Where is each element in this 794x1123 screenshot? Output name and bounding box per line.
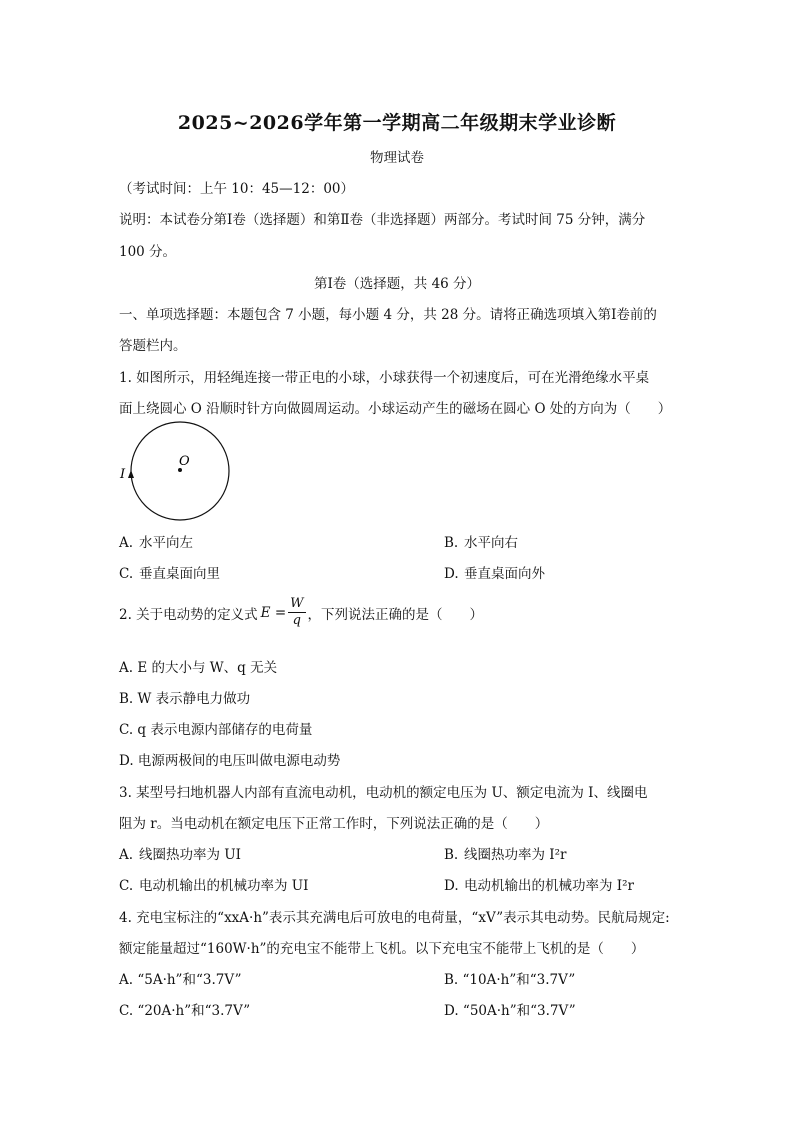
option-text: 水平向左 — [139, 535, 193, 551]
option-text: 垂直桌面向外 — [464, 566, 545, 582]
q2-option-b[interactable]: B. W 表示静电力做功 — [119, 691, 251, 707]
q2-fraction — [288, 596, 305, 629]
option-label: D. — [444, 878, 459, 894]
q2-prefix: 2. 关于电动势的定义式 — [119, 606, 258, 623]
option-label: D. — [444, 566, 459, 582]
exam-note-line1: 说明：本试卷分第Ⅰ卷（选择题）和第Ⅱ卷（非选择题）两部分。考试时间 75 分钟，满分 — [119, 212, 646, 228]
q1-circle-figure — [110, 420, 240, 525]
q2-option-a[interactable]: A. E 的大小与 W、q 无关 — [119, 660, 278, 676]
option-label: A. — [119, 535, 134, 551]
center-label: O — [179, 454, 190, 469]
q1-stem-line1: 1. 如图所示，用轻绳连接一带正电的小球，小球获得一个初速度后，可在光滑绝缘水平桌 — [119, 370, 650, 386]
q3-option-a[interactable] — [119, 843, 241, 863]
q2-numerator: W — [290, 596, 304, 611]
q1-option-b[interactable] — [444, 531, 518, 551]
section1-instruction-line2: 答题栏内。 — [119, 338, 187, 354]
q1-option-c[interactable] — [119, 562, 220, 582]
exam-note-line2: 100 分。 — [119, 244, 177, 260]
exam-time: （考试时间：上午 10：45—12：00） — [119, 181, 355, 197]
part1-heading: 第Ⅰ卷（选择题，共 46 分） — [313, 276, 481, 292]
exam-title: 2025~2026学年第一学期高二年级期末学业诊断 — [177, 112, 617, 134]
exam-subtitle: 物理试卷 — [370, 150, 424, 166]
q4-stem-line1: 4. 充电宝标注的“xxA·h”表示其充满电后可放电的电荷量，“xV”表示其电动势。民航局规定: — [119, 910, 670, 926]
q1-option-d[interactable] — [444, 562, 545, 582]
q2-stem — [119, 596, 483, 629]
q3-option-c[interactable] — [119, 874, 309, 894]
option-label: C. — [119, 878, 134, 894]
q4-option-d[interactable]: D. “50A·h”和“3.7V” — [444, 1003, 576, 1019]
q3-stem-line1: 3. 某型号扫地机器人内部有直流电动机，电动机的额定电压为 U、额定电流为 I、线圈电 — [119, 785, 648, 801]
q3-option-b[interactable] — [444, 843, 567, 863]
current-label: I — [120, 467, 126, 482]
q3-option-d[interactable] — [444, 874, 634, 894]
q1-stem-line2: 面上绕圆心 O 沿顺时针方向做圆周运动。小球运动产生的磁场在圆心 O 处的方向为（ ） — [119, 401, 672, 417]
q2-denominator: q — [292, 613, 301, 628]
section1-instruction-line1: 一、单项选择题：本题包含 7 小题，每小题 4 分，共 28 分。请将正确选项填入第Ⅰ卷前的 — [119, 307, 657, 323]
option-text: 水平向右 — [464, 535, 518, 551]
option-text: 电动机输出的机械功率为 I²r — [464, 878, 634, 894]
option-text: 电动机输出的机械功率为 UI — [139, 878, 309, 894]
q4-option-b[interactable]: B. “10A·h”和“3.7V” — [444, 972, 576, 988]
option-text: 线圈热功率为 UI — [139, 847, 242, 863]
option-label: B. — [444, 847, 459, 863]
q4-option-c[interactable]: C. “20A·h”和“3.7V” — [119, 1003, 251, 1019]
q2-option-d[interactable]: D. 电源两极间的电压叫做电源电动势 — [119, 753, 341, 769]
option-label: A. — [119, 847, 134, 863]
q2-option-c[interactable]: C. q 表示电源内部储存的电荷量 — [119, 722, 313, 738]
q2-formula-lhs: E = — [260, 604, 287, 621]
q4-stem-line2: 额定能量超过“160W·h”的充电宝不能带上飞机。以下充电宝不能带上飞机的是（ ） — [119, 941, 645, 957]
current-arrow-icon — [128, 470, 134, 478]
q4-option-a[interactable]: A. “5A·h”和“3.7V” — [119, 972, 242, 988]
q2-suffix: ，下列说法正确的是（ ） — [307, 606, 484, 623]
option-text: 线圈热功率为 I²r — [464, 847, 567, 863]
q1-option-a[interactable] — [119, 531, 193, 551]
q3-stem-line2: 阻为 r。当电动机在额定电压下正常工作时，下列说法正确的是（ ） — [119, 816, 549, 832]
option-label: C. — [119, 566, 134, 582]
option-label: B. — [444, 535, 459, 551]
option-text: 垂直桌面向里 — [139, 566, 220, 582]
